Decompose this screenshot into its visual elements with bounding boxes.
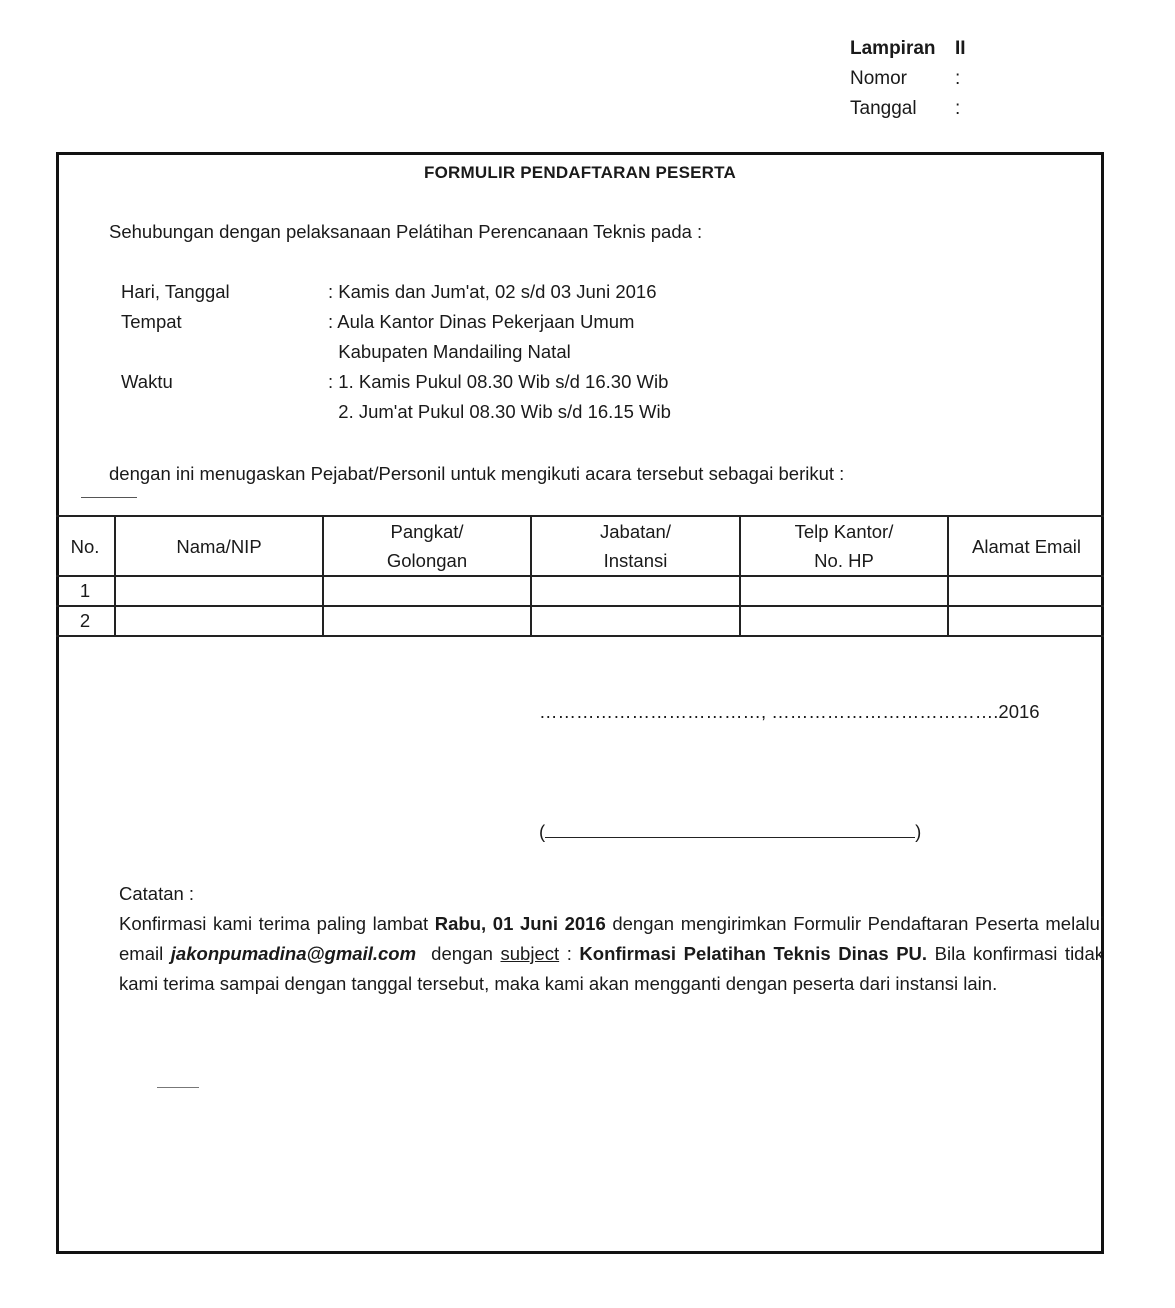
table-row: [56, 576, 1104, 606]
col-header-nama-nip: Nama/NIP: [115, 516, 323, 576]
cell-jabatan[interactable]: [531, 576, 740, 606]
close-paren: ): [915, 821, 922, 842]
cell-no: 2: [56, 606, 115, 636]
detail-value: : Aula Kantor Dinas Pekerjaan Umum: [328, 311, 635, 332]
registration-form-box: [56, 152, 1104, 1254]
place-date-line[interactable]: ………………………………, ……………………………….2016: [539, 701, 1040, 722]
col-header-no: No.: [56, 516, 115, 576]
lampiran-label: Lampiran: [850, 38, 936, 59]
detail-label: Waktu: [121, 371, 173, 392]
cell-email[interactable]: [948, 606, 1104, 636]
notes-body: Konfirmasi kami terima paling lambat Rabu, 01 Juni 2016 dengan mengirimkan Formulir Pendaftaran Peserta melalui email jakonpumadina@gmail.com dengan subject : Konfirmasi Pelatihan Teknis Dinas PU. Bila konfirmasi tidak kami terima sampai dengan tanggal tersebut, maka kami akan mengganti dengan peserta dari instansi lain.: [119, 913, 1105, 994]
detail-value: : Kamis dan Jum'at, 02 s/d 03 Juni 2016: [328, 281, 657, 302]
detail-value: 2. Jum'at Pukul 08.30 Wib s/d 16.15 Wib: [328, 401, 671, 422]
signature-name-line[interactable]: [539, 821, 921, 843]
lampiran-line: [850, 34, 966, 64]
cell-no: 1: [56, 576, 115, 606]
notes-heading: Catatan :: [119, 883, 195, 904]
cell-nama-nip[interactable]: [115, 576, 323, 606]
contact-email[interactable]: jakonpumadina@gmail.com: [170, 943, 417, 964]
cell-telp[interactable]: [740, 606, 948, 636]
table-header-row: [56, 516, 1104, 576]
intro-text: Sehubungan dengan pelaksanaan Pelátihan Perencanaan Teknis pada :: [109, 221, 703, 242]
col-header-email: Alamat Email: [948, 516, 1104, 576]
nomor-line: [850, 64, 966, 94]
cell-pangkat[interactable]: [323, 576, 531, 606]
col-header-jabatan-instansi: Jabatan/ Instansi: [531, 516, 740, 576]
nomor-separator: :: [955, 68, 961, 89]
assignment-text: dengan ini menugaskan Pejabat/Personil untuk mengikuti acara tersebut sebagai berikut :: [109, 463, 845, 484]
tanggal-label: Tanggal: [850, 98, 917, 119]
cell-email[interactable]: [948, 576, 1104, 606]
attachment-header: [850, 34, 966, 124]
nomor-label: Nomor: [850, 68, 908, 89]
detail-value: Kabupaten Mandailing Natal: [328, 341, 571, 362]
lampiran-value: II: [955, 38, 966, 59]
tanggal-separator: :: [955, 98, 961, 119]
deadline: Rabu, 01 Juni 2016: [434, 913, 606, 934]
stray-mark: [81, 497, 137, 498]
subject-word: subject: [500, 943, 560, 964]
table-row: [56, 606, 1104, 636]
open-paren: (: [539, 821, 546, 842]
email-subject: Konfirmasi Pelatihan Teknis Dinas PU.: [579, 943, 928, 964]
detail-value: : 1. Kamis Pukul 08.30 Wib s/d 16.30 Wib: [328, 371, 669, 392]
detail-label: Tempat: [121, 311, 182, 332]
detail-label: Hari, Tanggal: [121, 281, 230, 302]
form-title: FORMULIR PENDAFTARAN PESERTA: [424, 163, 736, 182]
stray-mark: [157, 1087, 199, 1088]
col-header-pangkat-golongan: Pangkat/ Golongan: [323, 516, 531, 576]
col-header-telp: Telp Kantor/ No. HP: [740, 516, 948, 576]
cell-pangkat[interactable]: [323, 606, 531, 636]
participant-table: [56, 515, 1104, 637]
cell-telp[interactable]: [740, 576, 948, 606]
signature-blank[interactable]: [545, 823, 915, 838]
cell-nama-nip[interactable]: [115, 606, 323, 636]
tanggal-line: [850, 94, 966, 124]
cell-jabatan[interactable]: [531, 606, 740, 636]
